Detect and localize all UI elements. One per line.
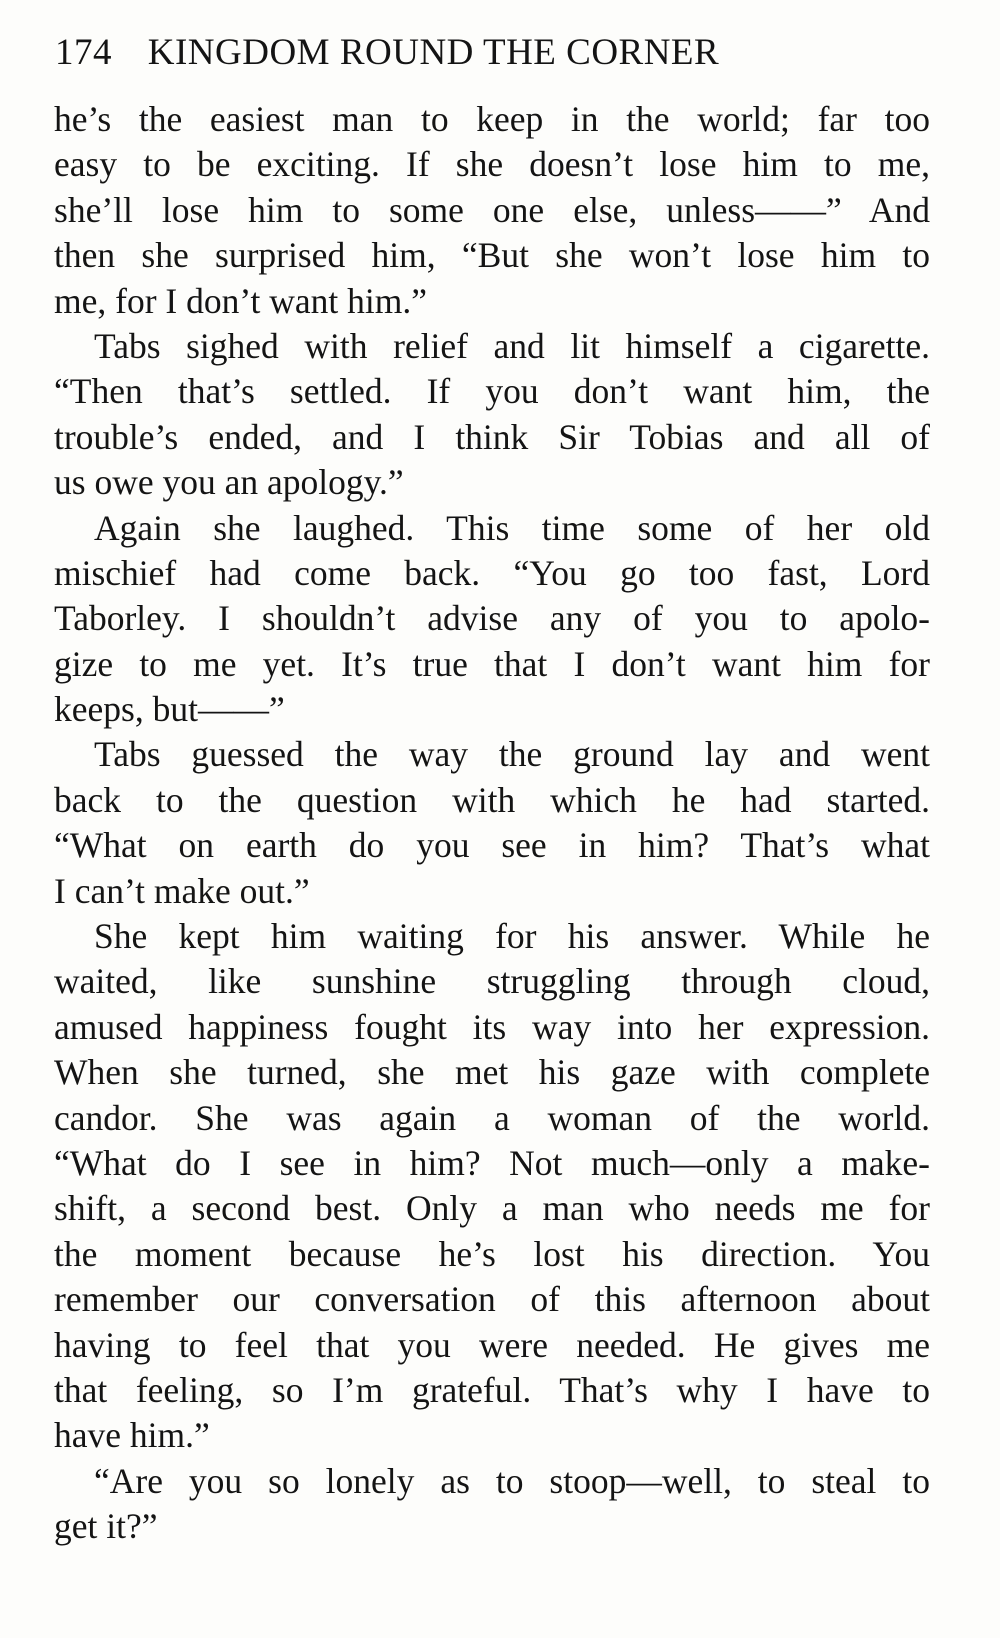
text-line: back to the question with which he had started. <box>54 779 930 820</box>
text-line: candor. She was again a woman of the world. <box>54 1097 930 1138</box>
text-line: “Then that’s settled. If you don’t want him, the <box>54 371 930 412</box>
text-line: having to feel that you were needed. He gives me <box>54 1324 930 1365</box>
text-line: us owe you an apology.” <box>54 462 404 503</box>
text-line: waited, like sunshine struggling through cloud, <box>54 961 930 1002</box>
text-line: When she turned, she met his gaze with complete <box>54 1052 930 1093</box>
text-line: then she surprised him, “But she won’t lose him to <box>54 235 930 276</box>
running-head <box>55 28 935 78</box>
text-line: easy to be exciting. If she doesn’t lose him to me, <box>54 144 930 185</box>
text-line: Taborley. I shouldn’t advise any of you to apolo- <box>54 598 930 639</box>
text-line: the moment because he’s lost his direction. You <box>54 1233 930 1274</box>
text-line: amused happiness fought its way into her expression. <box>54 1006 930 1047</box>
body-text <box>54 97 930 1550</box>
text-line: have him.” <box>54 1415 210 1456</box>
text-line: “What on earth do you see in him? That’s what <box>54 825 930 866</box>
text-line: me, for I don’t want him.” <box>54 280 427 321</box>
paragraph-first-line: She kept him waiting for his answer. While he <box>94 916 930 957</box>
text-line: keeps, but——” <box>54 689 285 730</box>
paragraph-first-line: Again she laughed. This time some of her old <box>94 507 930 548</box>
text-line: gize to me yet. It’s true that I don’t want him for <box>54 643 930 684</box>
text-line: he’s the easiest man to keep in the world; far too <box>54 99 930 139</box>
text-line: shift, a second best. Only a man who needs me for <box>54 1188 930 1229</box>
running-title: KINGDOM ROUND THE CORNER <box>147 32 720 73</box>
text-line: that feeling, so I’m grateful. That’s why I have to <box>54 1369 930 1410</box>
text-line: I can’t make out.” <box>54 870 310 911</box>
text-line: get it?” <box>54 1506 158 1547</box>
text-line: she’ll lose him to some one else, unless——” And <box>54 189 930 230</box>
text-line: trouble’s ended, and I think Sir Tobias and all of <box>54 416 930 457</box>
paragraph-first-line: Tabs guessed the way the ground lay and went <box>94 734 930 775</box>
text-line: remember our conversation of this afternoon about <box>54 1279 930 1320</box>
paragraph-first-line: “Are you so lonely as to stoop—well, to steal to <box>94 1460 930 1501</box>
paragraph-first-line: Tabs sighed with relief and lit himself a cigarette. <box>94 325 930 366</box>
text-line: mischief had come back. “You go too fast, Lord <box>54 552 930 593</box>
page-number: 174 <box>55 32 112 73</box>
text-line: “What do I see in him? Not much—only a make- <box>54 1142 930 1183</box>
